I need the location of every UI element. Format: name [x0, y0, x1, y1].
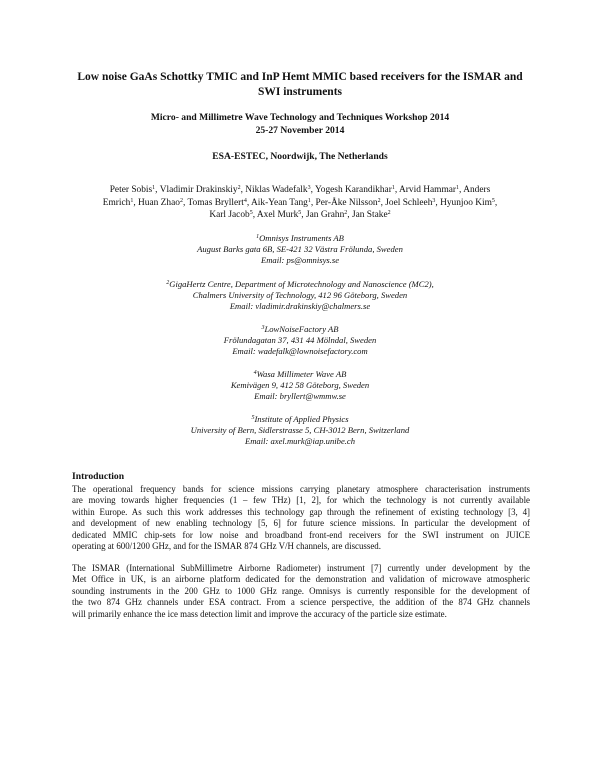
author: Niklas Wadefalk$^3$	[245, 185, 311, 195]
workshop-name: Micro- and Millimetre Wave Technology and Techniques Workshop 2014	[150, 112, 450, 123]
author-list	[60, 184, 540, 222]
text-line: will primarily enhance the ice mass detection limit and improve the accuracy of the particle size estimate.	[72, 608, 447, 619]
author: Karl Jacob$^5$	[209, 210, 253, 221]
affiliation-name: GigaHertz Centre, Department of Microtechnology and Nanoscience (MC2),	[169, 279, 434, 289]
affiliation-email: Email: wadefalk@lownoisefactory.com	[232, 346, 368, 357]
author: Huan Zhao$^2$	[138, 197, 183, 208]
author: Arvid Hammar$^1$	[399, 185, 460, 195]
author: Jan Stake$^2$	[351, 210, 391, 221]
affiliation-email: Email: vladimir.drakinskiy@chalmers.se	[229, 301, 371, 312]
author: Joel Schleeh$^3$	[385, 197, 436, 208]
text-line: the two 874 GHz channels under ESA contract. From a science perspective, the addition of the 874 GHz channels	[72, 597, 530, 608]
affiliation: $^1$Omnisys Instruments AB August Barks gata 6B, SE-421 32 Västra Frölunda, Sweden Email: ps@omnisys.se	[100, 233, 500, 267]
affiliation: $^3$LowNoiseFactory AB Frölundagatan 37, 431 44 Mölndal, Sweden Email: wadefalk@lownoisefactory.com	[100, 324, 500, 358]
affiliation-email: Email: ps@omnisys.se	[260, 255, 340, 266]
title-line-1: Low noise GaAs Schottky TMIC and InP Hemt MMIC based receivers for the ISMAR and	[77, 71, 523, 83]
author: Hyunjoo Kim$^5$	[440, 197, 495, 208]
affiliation-email: Email: bryllert@wmmw.se	[254, 391, 346, 402]
author-surname: Emrich	[102, 197, 131, 208]
affiliation-name: Institute of Applied Physics	[254, 414, 349, 424]
affiliation-name: Wasa Millimeter Wave AB	[256, 369, 347, 379]
affiliation: $^2$GigaHertz Centre, Department of Microtechnology and Nanoscience (MC2), Chalmers University of Technology, 412 96 Göteborg, Sweden Email: vladimir.drakinskiy@chalmers.se	[100, 279, 500, 313]
author-given: Anders	[463, 185, 491, 195]
intro-paragraph-1	[72, 484, 530, 552]
intro-paragraph-2	[72, 563, 530, 620]
workshop-venue: ESA-ESTEC, Noordwijk, The Netherlands	[212, 151, 388, 162]
affiliation-address: University of Bern, Sidlerstrasse 5, CH-3012 Bern, Switzerland	[190, 425, 410, 436]
affiliation-email: Email: axel.murk@iap.unibe.ch	[244, 436, 356, 447]
text-line: within Europe. As such this work addresses this technology gap through the refinement of existing technology [3, 4]	[72, 506, 530, 517]
title-line-2: SWI instruments	[257, 86, 343, 98]
affiliation: $^4$Wasa Millimeter Wave AB Kemivägen 9, 412 58 Göteborg, Sweden Email: bryllert@wmmw.se	[100, 369, 500, 403]
affiliation-address: August Barks gata 6B, SE-421 32 Västra Frölunda, Sweden	[197, 244, 403, 255]
author: Axel Murk$^5$	[256, 210, 302, 221]
affiliation-address: Kemivägen 9, 412 58 Göteborg, Sweden	[230, 380, 370, 391]
affiliation-address: Frölundagatan 37, 431 44 Mölndal, Sweden	[223, 335, 377, 346]
text-line: and development of new enabling technology [5, 6] for future science missions. In particular the development of	[72, 518, 530, 529]
text-line: operating at 600/1200 GHz, and for the ISMAR 874 GHz V/H channels, are discussed.	[72, 541, 381, 552]
text-line: are moving towards higher frequencies (1 – few THz) [1, 2], for which the technology is not currently available	[72, 495, 530, 506]
text-line: dedicated MMIC chip-sets for low noise and broadband front-end receivers for the SWI instrument on JUICE	[72, 529, 530, 540]
section-heading-introduction: Introduction	[72, 471, 125, 482]
author: Aik-Yean Tang$^1$	[251, 197, 311, 208]
author: Jan Grahn$^2$	[305, 210, 348, 221]
author: Per-Åke Nilsson$^2$	[315, 197, 381, 208]
workshop-dates: 25-27 November 2014	[255, 124, 345, 136]
affiliation: $^5$Institute of Applied Physics University of Bern, Sidlerstrasse 5, CH-3012 Bern, Switzerland Email: axel.murk@iap.unibe.ch	[100, 414, 500, 448]
author: Vladimir Drakinskiy$^2$	[159, 185, 241, 195]
text-line: The operational frequency bands for science missions carrying planetary atmosphere characterisation instruments	[72, 484, 530, 494]
affiliation-name: LowNoiseFactory AB	[264, 324, 339, 334]
affiliation-name: Omnisys Instruments AB	[259, 233, 344, 243]
paper-title	[60, 70, 540, 100]
text-line: Met Office in UK, is an airborne platform dedicated for the demonstration and validation of microwave atmospheric	[72, 574, 530, 585]
workshop-info	[60, 112, 540, 137]
author: Peter Sobis$^1$	[109, 185, 156, 195]
author-line-2: Emrich$^1$, Huan Zhao$^2$, Tomas Bryllert$^4$, Aik-Yean Tang$^1$, Per-Åke Nilsson$^2$, Joel Schleeh$^3$, Hyunjoo Kim$^5$,	[102, 197, 498, 208]
text-line: sounding instruments in the 200 GHz to 1000 GHz range. Omnisys is currently responsible for the development of	[72, 585, 530, 596]
affiliation-address: Chalmers University of Technology, 412 96 Göteborg, Sweden	[192, 290, 408, 301]
author: Yogesh Karandikhar$^1$	[314, 185, 395, 195]
author-line-3: Karl Jacob$^5$, Axel Murk$^5$, Jan Grahn$^2$, Jan Stake$^2$	[209, 210, 391, 221]
text-line: The ISMAR (International SubMillimetre Airborne Radiometer) instrument [7] currently under development by the	[72, 563, 530, 573]
author: Tomas Bryllert$^4$	[187, 197, 247, 208]
author-line-1: Peter Sobis$^1$, Vladimir Drakinskiy$^2$, Niklas Wadefalk$^3$, Yogesh Karandikhar$^1$, Arvid Hammar$^1$, Anders	[109, 185, 491, 195]
